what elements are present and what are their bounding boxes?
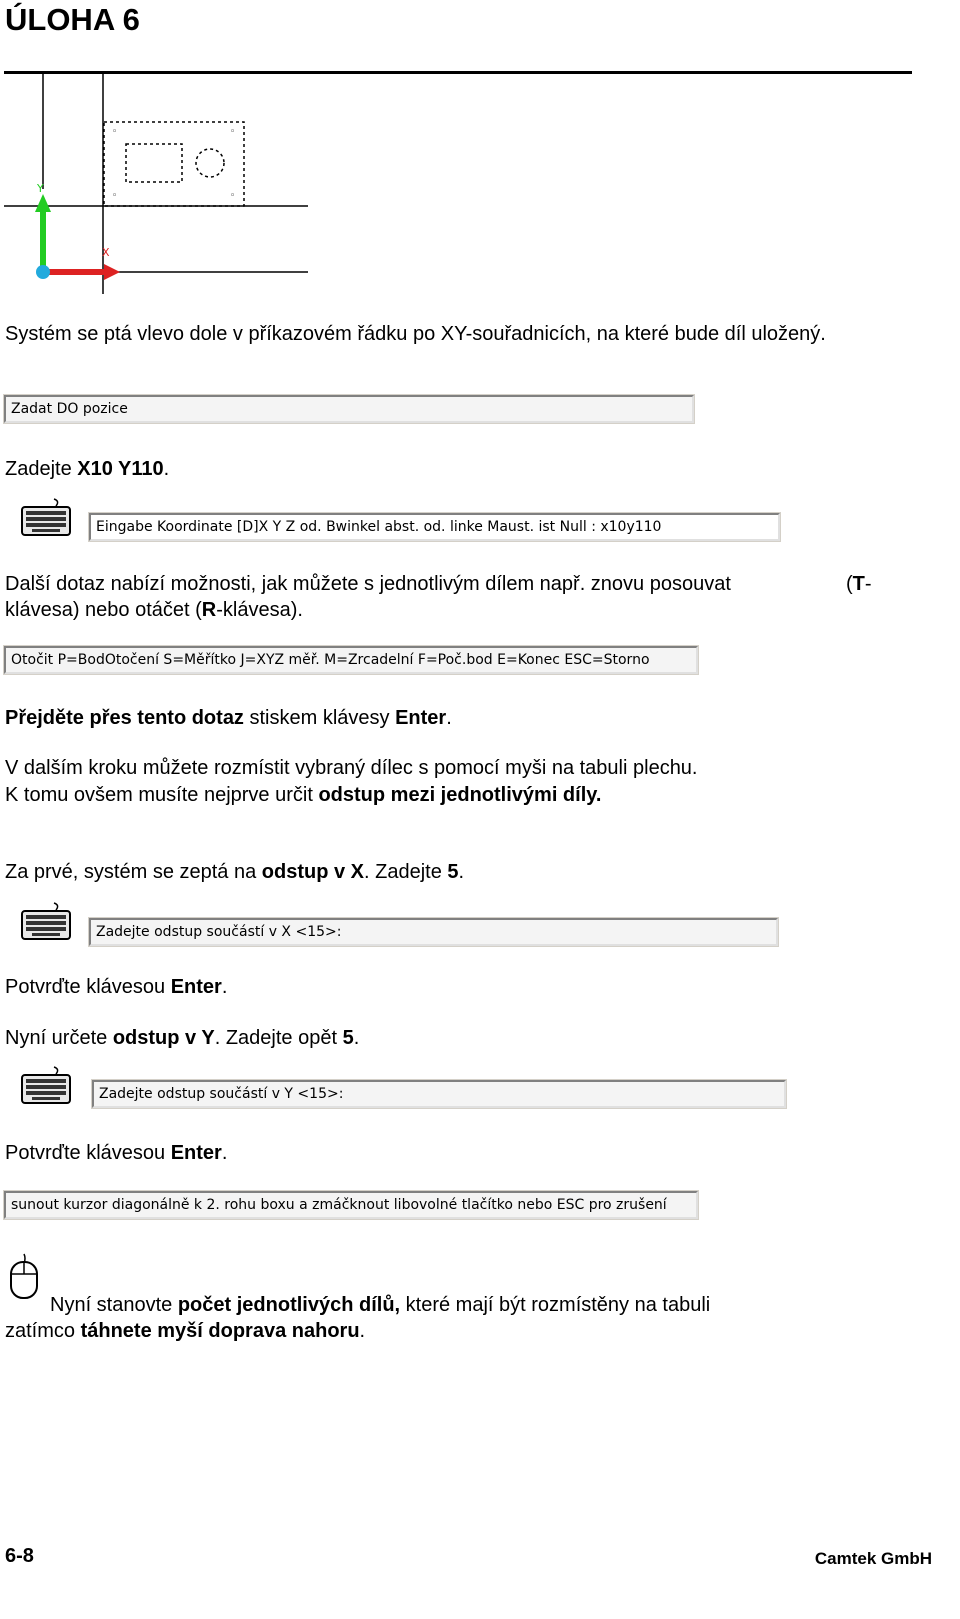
command-line-prompt: Zadat DO pozice [4,395,694,423]
part-count-text-line2: zatímco táhnete myší doprava nahoru. [5,1320,366,1342]
corner-mark: ◦ [112,127,118,137]
part-rect-cutout [126,144,182,182]
enter-coordinates-text: Zadejte X10 Y110. [5,458,170,480]
origin-point [36,265,50,279]
coordinate-input-line[interactable]: Eingabe Koordinate [D]X Y Z od. Bwinkel abst. od. linke Maust. ist Null : x10y110 [89,513,780,541]
y-gap-input-line[interactable]: Zadejte odstup součástí v Y <15>: [92,1080,786,1108]
placement-text-line2: K tomu ovšem musíte nejprve určit odstup mezi jednotlivými díly. [5,784,602,806]
page-number: 6-8 [5,1545,34,1567]
x-axis-arrow [104,264,120,280]
part-outline [104,122,244,206]
keyboard-icon [20,901,72,941]
keyboard-icon [20,1065,72,1105]
options-command-line: Otočit P=BodOtočení S=Měřítko J=XYZ měř. M=Zrcadelní F=Poč.bod E=Konec ESC=Storno [4,646,698,674]
options-text-line2: klávesa) nebo otáčet (R-klávesa). [5,599,303,621]
part-circle-cutout [196,149,224,177]
x-axis-label: X [102,246,110,259]
confirm-enter-text: Potvrďte klávesou Enter. [5,1142,228,1164]
intro-text: Systém se ptá vlevo dole v příkazovém řádku po XY-souřadnicích, na které bude díl uložený. [5,323,826,345]
cad-diagram [0,74,320,299]
y-axis-label: Y [37,182,44,195]
confirm-enter-text: Potvrďte klávesou Enter. [5,976,228,998]
x-gap-input-line[interactable]: Zadejte odstup součástí v X <15>: [89,918,778,946]
corner-mark: ◦ [112,191,118,201]
part-count-text-line1: Nyní stanovte počet jednotlivých dílů, které mají být rozmístěny na tabuli [50,1294,711,1316]
x-gap-text: Za prvé, systém se zeptá na odstup v X. Zadejte 5. [5,861,465,883]
corner-mark: ◦ [230,191,236,201]
keyboard-icon [20,497,72,537]
skip-prompt-text: Přejděte přes tento dotaz stiskem klávesy Enter. [5,707,452,729]
options-text-line1: Další dotaz nabízí možnosti, jak můžete s jednotlivým dílem např. znovu posouvat [5,573,731,595]
y-axis-arrow [35,194,51,212]
page-title: ÚLOHA 6 [5,2,140,37]
drag-box-command-line: sunout kurzor diagonálně k 2. rohu boxu a zmáčknout libovolné tlačítko nebo ESC pro zrušení [4,1191,698,1219]
mouse-icon [8,1252,40,1300]
corner-mark: ◦ [230,127,236,137]
y-gap-text: Nyní určete odstup v Y. Zadejte opět 5. [5,1027,360,1049]
placement-text-line1: V dalším kroku můžete rozmístit vybraný dílec s pomocí myši na tabuli plechu. [5,757,698,779]
options-text-t-key: (T- [846,573,872,595]
company-name: Camtek GmbH [814,1549,932,1568]
